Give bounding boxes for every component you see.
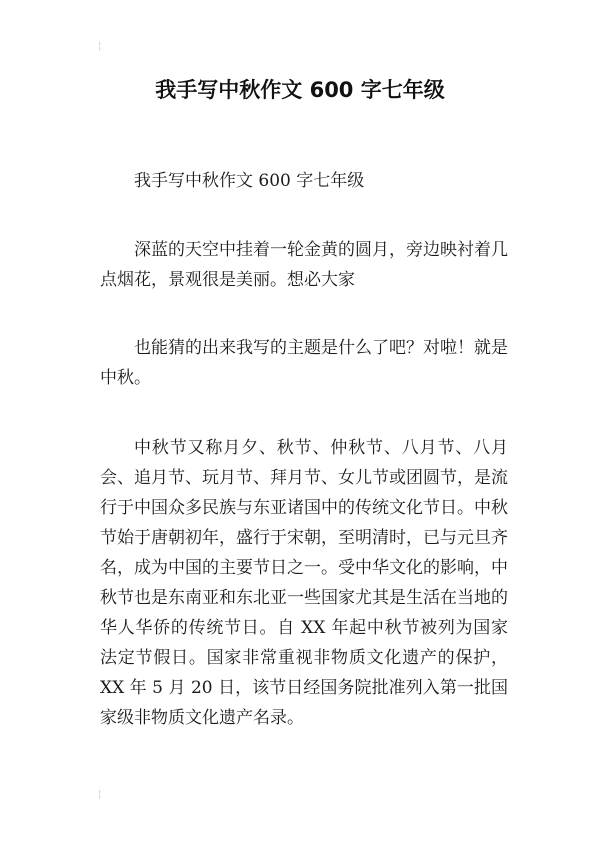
- document-subtitle: 我手写中秋作文 600 字七年级: [134, 171, 365, 191]
- document-title: 我手写中秋作文 600 字七年级: [155, 78, 445, 102]
- page-corner-mark: ¦: [98, 789, 102, 800]
- page-corner-mark: ¦: [98, 41, 102, 52]
- paragraph: 也能猜的出来我写的主题是什么了吧？对啦！就是中秋。: [100, 338, 508, 388]
- paragraph: 中秋节又称月夕、秋节、仲秋节、八月节、八月会、追月节、玩月节、拜月节、女儿节或团圆节，是流行于中国众多民族与东亚诸国中的传统文化节日。中秋节始于唐朝初年，盛行于宋朝，至明清时，已与元旦齐名，成为中国的主要节日之一。受中华文化的影响，中秋节也是东南亚和东北亚一些国家尤其是生活在当地的华人华侨的传统节日。自 XX 年起中秋节被列为国家法定节假日。国家非常重视非物质文化遗产的保护，XX 年 5 月 20 日，该节日经国务院批准列入第一批国家级非物质文化遗产名录。: [100, 438, 508, 728]
- document-body: [100, 166, 508, 733]
- paragraph: 深蓝的天空中挂着一轮金黄的圆月，旁边映衬着几点烟花，景观很是美丽。想必大家: [100, 240, 508, 290]
